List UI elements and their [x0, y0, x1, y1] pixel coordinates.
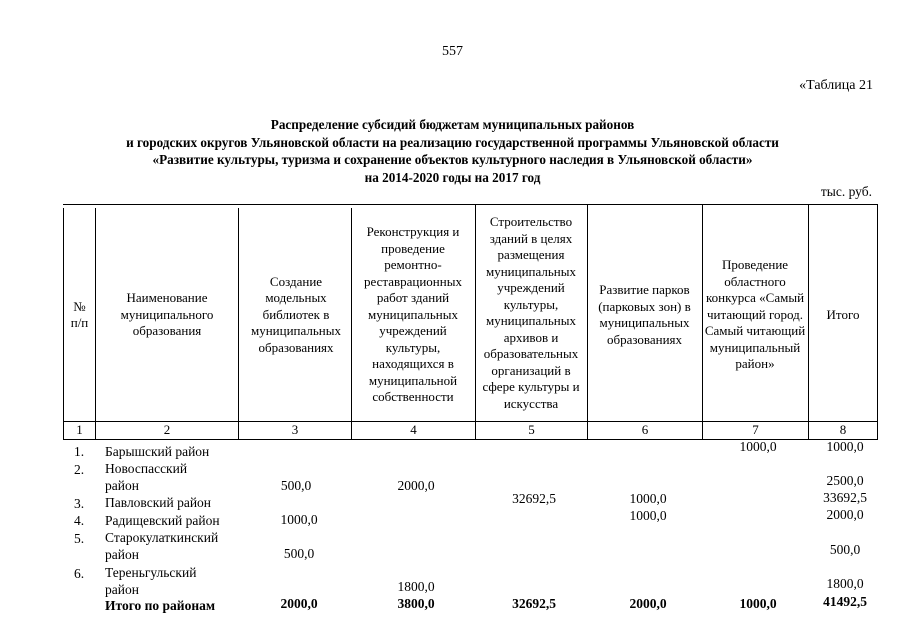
total-label: Итого по районам: [105, 598, 216, 613]
cell-libraries: 1000,0: [280, 512, 318, 527]
total-reconstruction: 3800,0: [397, 596, 435, 611]
title-line-1: Распределение субсидий бюджетам муниципальных районов: [270, 117, 635, 132]
cell-reconstruction: 1800,0: [397, 579, 435, 594]
header-col-2: [108, 210, 226, 420]
grid-vline: [877, 204, 878, 440]
total-sum: 41492,5: [823, 594, 867, 609]
cell-total: 2500,0: [826, 473, 864, 488]
row-name: Радищевский район: [105, 513, 220, 528]
cell-contest: 1000,0: [739, 439, 777, 454]
row-name: Старокулаткинский район: [105, 530, 219, 562]
title-line-4: на 2014-2020 годы на 2017 год: [364, 169, 541, 185]
document-title: [0, 116, 905, 186]
cell-reconstruction: 2000,0: [397, 478, 435, 493]
cell-parks: 1000,0: [629, 491, 667, 506]
cell-libraries: 500,0: [280, 478, 312, 493]
row-name: Барышский район: [105, 444, 210, 459]
header-col-3-text: Создание модельных библиотек в муниципальных образованиях: [250, 273, 341, 355]
row-name: Тереньгульский район: [105, 565, 197, 597]
cell-total: 2000,0: [826, 507, 864, 522]
row-number: 4.: [74, 513, 85, 528]
grid-top-line: [63, 204, 878, 205]
row-number: 6.: [74, 566, 85, 581]
header-col-5: [476, 206, 586, 420]
header-col-4: [352, 210, 474, 420]
row-name: Павловский район: [105, 495, 212, 510]
header-col-3: [243, 210, 349, 420]
column-number: 5: [528, 422, 535, 437]
header-col-1-text: № п/п: [70, 298, 89, 330]
column-number: 2: [163, 422, 171, 437]
column-number: 8: [839, 422, 847, 437]
total-libraries: 2000,0: [280, 596, 318, 611]
cell-construction: 32692,5: [512, 491, 556, 506]
total-contest: 1000,0: [739, 596, 777, 611]
header-col-7: [703, 210, 807, 420]
table-reference: «Таблица 21: [799, 78, 873, 93]
total-parks: 2000,0: [629, 596, 667, 611]
row-number: 5.: [74, 531, 85, 546]
units-label: тыс. руб.: [820, 184, 872, 199]
header-col-6: [588, 210, 701, 420]
total-construction: 32692,5: [512, 596, 556, 611]
column-number: 3: [291, 422, 299, 437]
header-col-8-text: Итого: [826, 306, 860, 322]
title-line-3: «Развитие культуры, туризма и сохранение объектов культурного наследия в Ульяновской области»: [152, 152, 753, 167]
row-name: Новоспасский район: [105, 461, 188, 493]
header-col-7-text: Проведение областного конкурса «Самый читающий город. Самый читающий муниципальный район»: [704, 257, 806, 372]
title-line-2: и городских округов Ульяновской области на реализацию государственной программы Ульяновской области: [126, 134, 779, 150]
grid-vline: [95, 208, 96, 440]
cell-total: 1800,0: [826, 576, 864, 591]
cell-libraries: 500,0: [283, 546, 315, 561]
header-col-6-text: Развитие парков (парковых зон) в муниципальных образованиях: [598, 282, 691, 347]
header-col-2-text: Наименование муниципального образования: [120, 290, 214, 339]
row-number: 3.: [74, 496, 85, 511]
cell-total: 500,0: [829, 542, 861, 557]
page-number: 557: [442, 44, 463, 59]
column-number: 6: [641, 422, 649, 437]
header-col-1: [64, 210, 95, 420]
header-col-4-text: Реконструкция и проведение ремонтно-реставрационных работ зданий муниципальных учреждений культуры, находящихся в муниципальной собственности: [364, 224, 462, 405]
header-col-5-text: Строительство зданий в целях размещения муниципальных учреждений культуры, муниципальных архивов и образовательных организаций в сфере культуры и искусства: [482, 214, 580, 411]
cell-parks: 1000,0: [629, 508, 667, 523]
column-number: 1: [76, 422, 83, 437]
column-number: 7: [752, 422, 759, 437]
row-number: 1.: [74, 444, 85, 459]
cell-total: 1000,0: [826, 439, 864, 454]
grid-vline: [238, 208, 239, 440]
cell-total: 33692,5: [823, 490, 867, 505]
column-number: 4: [410, 422, 417, 437]
header-col-8: [809, 210, 877, 420]
row-number: 2.: [74, 462, 85, 477]
